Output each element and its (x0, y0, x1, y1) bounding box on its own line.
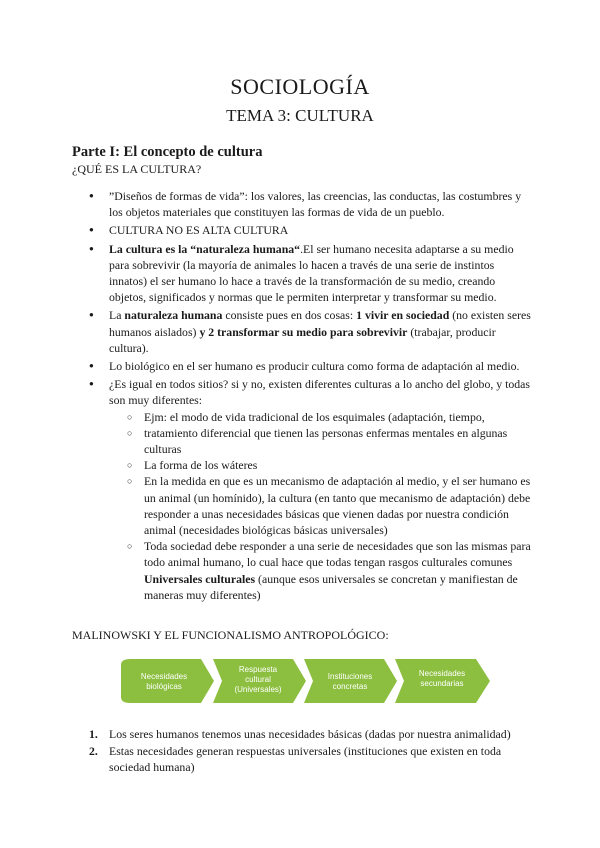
bullet-text: Lo biológico en el ser humano es producir cultura como forma de adaptación al medio. (109, 359, 520, 374)
sub-item-text: La forma de los wáteres (144, 458, 258, 473)
item-text: Estas necesidades generan respuestas universales (instituciones que existen en toda sociedad humana) (109, 744, 502, 775)
bullet-text: consiste pues en dos cosas: (222, 308, 357, 323)
item-number: 1. (89, 727, 98, 741)
diagram-arrow-1 (121, 659, 214, 703)
diagram-arrow-3 (304, 659, 397, 703)
list-item (72, 307, 532, 356)
list-item (72, 241, 532, 306)
diagram-arrow-2 (213, 659, 306, 703)
bullet-list (72, 188, 532, 605)
sub-list-item (109, 425, 532, 457)
diagram-step-2-line-1: Respuesta (238, 665, 278, 674)
document-title: SOCIOLOGÍA (230, 74, 370, 99)
sub-item-text: tratamiento diferencial que tienen las personas enfermas mentales en algunas culturas (144, 425, 508, 457)
section-question: ¿QUÉ ES LA CULTURA? (72, 162, 202, 176)
sub-list-item (109, 538, 532, 603)
bullet-text: CULTURA NO ES ALTA CULTURA (109, 223, 289, 238)
diagram-step-4-line-2: secundarias (420, 679, 464, 688)
bullet-bold-text: y 2 transformar su medio para sobrevivir (199, 324, 408, 339)
diagram-step-3-line-2: concretas (332, 682, 368, 691)
bullet-bold-text: 1 vivir en sociedad (356, 308, 450, 323)
diagram-step-1-line-1: Necesidades (140, 672, 188, 681)
process-diagram (118, 652, 493, 710)
sub-list-item (109, 409, 532, 425)
diagram-step-1-line-2: biológicas (146, 682, 182, 691)
bullet-text: ¿Es igual en todos sitios? si y no, existen diferentes culturas a lo ancho del globo, y todas son muy diferentes: (109, 377, 530, 408)
diagram-step-2-line-2: cultural (245, 675, 271, 684)
malinowski-heading: MALINOWSKI Y EL FUNCIONALISMO ANTROPOLÓGICO: (72, 628, 389, 642)
bullet-bold-text: naturaleza humana (124, 308, 223, 323)
diagram-arrow-4 (395, 659, 490, 703)
sub-list-item (109, 457, 532, 473)
bullet-bold-text: La cultura es la “naturaleza humana“ (109, 241, 301, 256)
bullet-text: ”Diseños de formas de vida”: los valores, las creencias, las conductas, las costumbres y los objetos materiales que constituyen las formas de vida de un pueblo. (109, 189, 522, 220)
bullet-text: .El ser humano necesita adaptarse a su medio para sobrevivir (la mayoría de animales lo hacen a través de una serie de instintos innatos) el ser humano lo hace a través de la transformación de su medio, creando objetos, significados y normas que le permiten interpretar y transformar su medio. (109, 241, 514, 305)
section-heading: Parte I: El concepto de cultura (72, 144, 263, 160)
bullet-text: (no existen seres humanos aislados) (109, 308, 531, 339)
document-subtitle: TEMA 3: CULTURA (226, 106, 374, 125)
item-text: Los seres humanos tenemos unas necesidades básicas (dadas por nuestra animalidad) (109, 727, 511, 741)
diagram-step-3-line-1: Instituciones (327, 672, 373, 681)
list-item (72, 376, 532, 603)
list-item (72, 358, 532, 374)
sub-item-text: Ejm: el modo de vida tradicional de los esquimales (adaptación, tiempo, (144, 409, 485, 424)
list-item (72, 188, 532, 220)
numbered-item (72, 743, 532, 775)
numbered-list (72, 726, 532, 777)
sub-item-text: (aunque esos universales se concretan y manifiestan de maneras muy diferentes) (144, 571, 518, 602)
diagram-step-2-line-3: (Universales) (234, 685, 282, 694)
sub-list (109, 409, 532, 603)
sub-item-text: En la medida en que es un mecanismo de adaptación al medio, y el ser humano es un animal (un homínido), la cultura (en tanto que mecanismo de adaptación) debe responder a unas necesidades básicas que vienen dadas por nuestra condición animal (necesidades biológicas básicas universales) (144, 474, 531, 538)
item-number: 2. (89, 744, 98, 759)
sub-list-item (109, 473, 532, 538)
diagram-step-4-line-1: Necesidades (418, 669, 466, 678)
bullet-text: La (109, 308, 125, 323)
sub-item-text: Toda sociedad debe responder a una serie de necesidades que son las mismas para todo animal humano, lo cual hace que todas tengan rasgos culturales comunes (144, 539, 531, 570)
sub-item-bold-text: Universales culturales (144, 571, 256, 586)
list-item (72, 222, 532, 238)
bullet-text: (trabajar, producir cultura). (109, 324, 496, 355)
numbered-item (72, 726, 532, 742)
